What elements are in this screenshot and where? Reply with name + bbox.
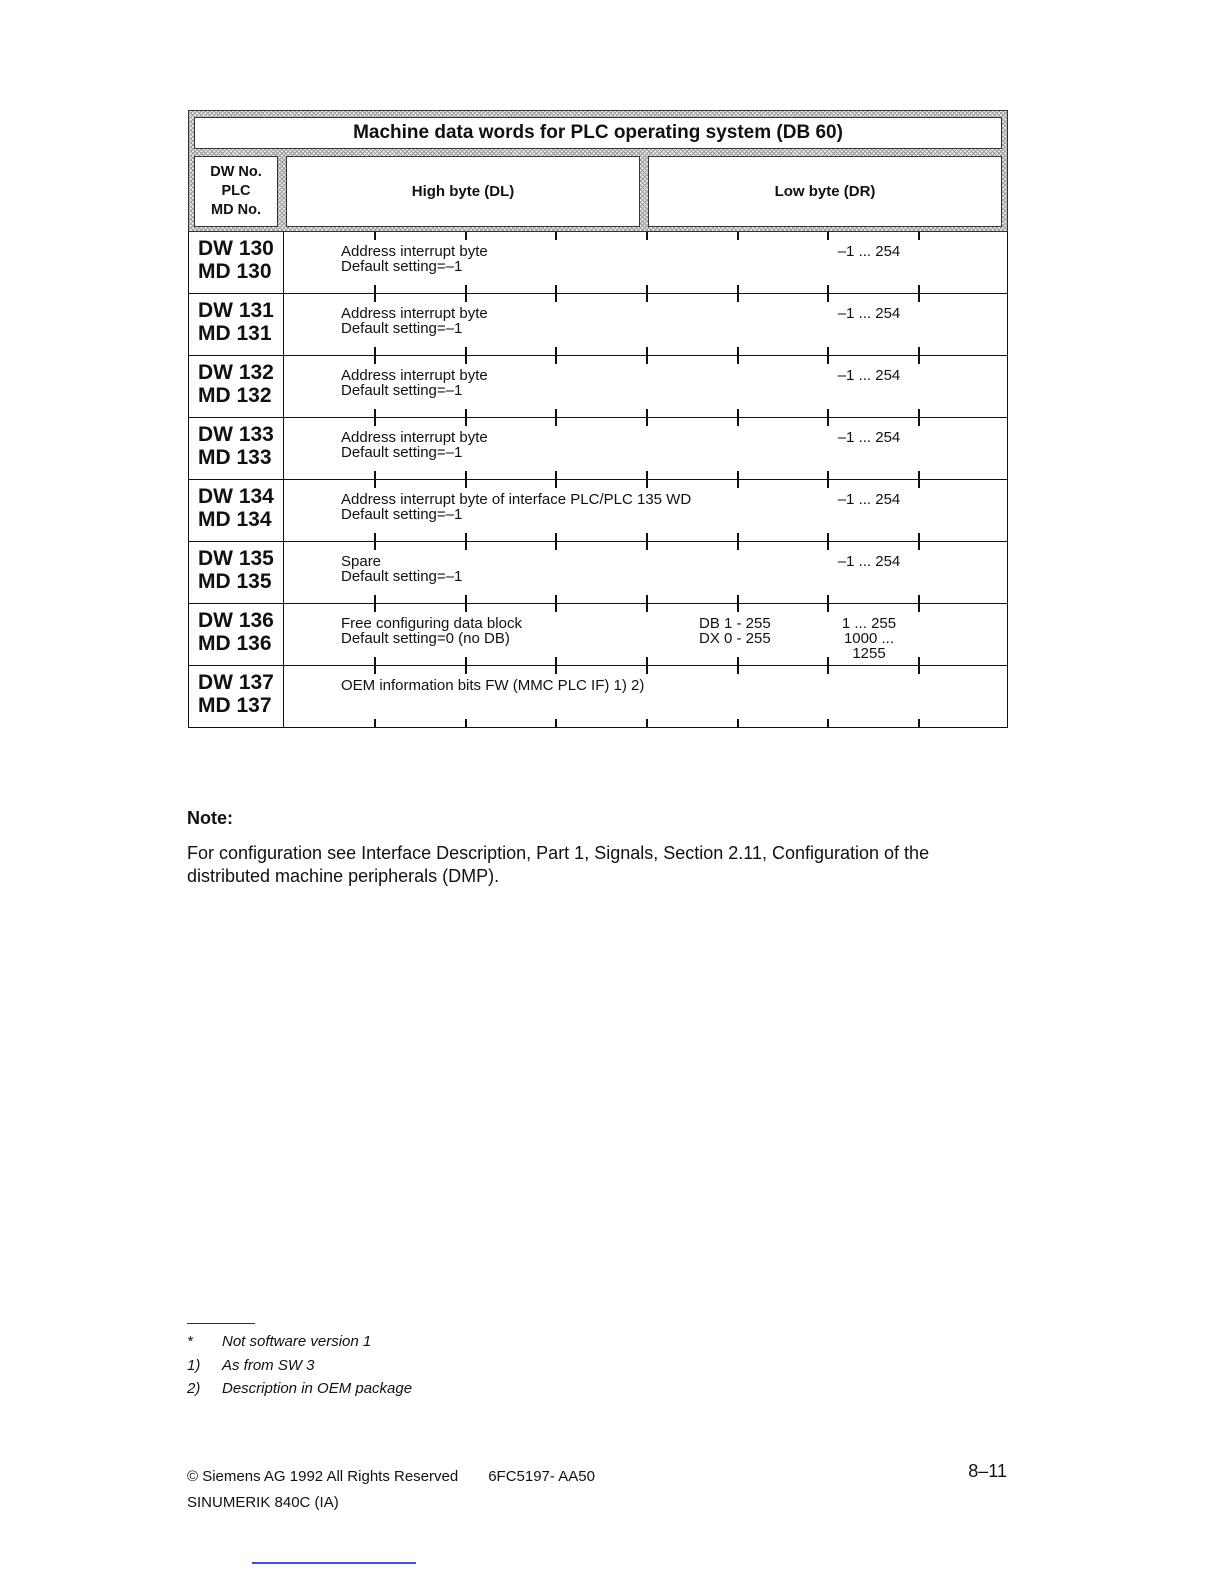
description-line: Spare: [341, 553, 382, 570]
row-value-range: [829, 368, 909, 383]
dw-number: DW 135: [198, 547, 274, 570]
dw-number: DW 133: [198, 423, 274, 446]
default-setting: Default setting=–1: [341, 258, 463, 275]
table-body: [188, 232, 1008, 728]
footer-order-number: 6FC5197- AA50: [488, 1468, 595, 1485]
row-description: [341, 306, 488, 336]
bit-tick: [646, 595, 648, 603]
bit-tick: [827, 356, 829, 364]
md-number: MD 132: [198, 384, 272, 407]
bit-tick: [465, 409, 467, 417]
bit-tick: [465, 666, 467, 674]
bit-tick: [737, 232, 739, 240]
bit-tick: [646, 533, 648, 541]
row-value-range: [829, 616, 909, 661]
bit-tick: [918, 409, 920, 417]
md-number: MD 133: [198, 446, 272, 469]
description-line: Free configuring data block: [341, 615, 522, 632]
description-line: Address interrupt byte: [341, 243, 488, 260]
row-label: [189, 604, 284, 665]
bit-tick: [646, 657, 648, 665]
row-label: [189, 356, 284, 417]
bit-tick: [555, 418, 557, 426]
bit-tick: [374, 418, 376, 426]
header-dw-line: PLC: [221, 183, 251, 199]
bit-tick: [918, 604, 920, 612]
machine-data-table: [188, 110, 1008, 728]
footnotes: [187, 1330, 412, 1401]
header-dw-line: MD No.: [211, 202, 261, 218]
default-setting: Default setting=–1: [341, 382, 463, 399]
bit-tick: [918, 657, 920, 665]
bit-tick: [646, 471, 648, 479]
bit-tick: [374, 719, 376, 727]
row-value-range: [829, 244, 909, 259]
value-range-line: –1 ... 254: [837, 243, 901, 260]
bit-tick: [374, 471, 376, 479]
bit-tick: [374, 232, 376, 240]
bit-tick: [918, 595, 920, 603]
md-number: MD 131: [198, 322, 272, 345]
bit-tick: [465, 232, 467, 240]
bit-tick: [646, 418, 648, 426]
header-high-byte: High byte (DL): [286, 156, 640, 227]
bit-tick: [555, 666, 557, 674]
row-description: [341, 368, 488, 398]
bit-tick: [646, 666, 648, 674]
bit-tick: [827, 666, 829, 674]
bit-tick: [827, 409, 829, 417]
bit-tick: [555, 657, 557, 665]
dw-number: DW 132: [198, 361, 274, 384]
value-range-line: –1 ... 254: [837, 305, 901, 322]
bit-tick: [918, 542, 920, 550]
dw-number: DW 131: [198, 299, 274, 322]
row-description: [341, 616, 522, 646]
bit-tick: [555, 480, 557, 488]
value-range-line: 1000 ... 1255: [843, 630, 895, 662]
default-setting: Default setting=–1: [341, 568, 463, 585]
bit-tick: [465, 595, 467, 603]
header-low-byte: Low byte (DR): [648, 156, 1002, 227]
bit-tick: [918, 480, 920, 488]
bit-tick: [737, 347, 739, 355]
table-row: [188, 294, 1008, 356]
bit-tick: [465, 604, 467, 612]
bit-tick: [555, 356, 557, 364]
bit-tick: [737, 533, 739, 541]
bit-tick: [827, 657, 829, 665]
value-range-line: –1 ... 254: [837, 553, 901, 570]
md-number: MD 137: [198, 694, 272, 717]
bit-tick: [737, 657, 739, 665]
bit-tick: [374, 347, 376, 355]
table-row: [188, 480, 1008, 542]
bit-tick: [737, 294, 739, 302]
bit-tick: [737, 604, 739, 612]
bit-tick: [827, 418, 829, 426]
bit-tick: [737, 595, 739, 603]
md-number: MD 135: [198, 570, 272, 593]
bit-tick: [918, 294, 920, 302]
value-range-line: –1 ... 254: [837, 429, 901, 446]
note-title: Note:: [187, 808, 233, 828]
footnote-text: Not software version 1: [222, 1333, 372, 1350]
description-line: Address interrupt byte of interface PLC/PLC 135 WD: [341, 491, 692, 508]
bit-tick: [374, 604, 376, 612]
bit-tick: [646, 285, 648, 293]
bit-tick: [646, 604, 648, 612]
value-range-line: 1 ... 255: [841, 615, 897, 632]
bit-tick: [465, 719, 467, 727]
bit-tick: [827, 480, 829, 488]
bit-tick: [646, 232, 648, 240]
bit-tick: [465, 418, 467, 426]
bit-tick: [374, 542, 376, 550]
dw-number: DW 137: [198, 671, 274, 694]
bit-tick: [827, 595, 829, 603]
description-line: Address interrupt byte: [341, 429, 488, 446]
bit-tick: [827, 471, 829, 479]
row-description: [341, 492, 691, 522]
bit-tick: [737, 480, 739, 488]
footnote-mark: 2): [187, 1380, 201, 1397]
bit-tick: [374, 657, 376, 665]
bit-tick: [555, 533, 557, 541]
bit-tick: [918, 347, 920, 355]
bit-tick: [737, 409, 739, 417]
table-row: [188, 542, 1008, 604]
bit-tick: [646, 542, 648, 550]
bit-tick: [918, 533, 920, 541]
row-label: [189, 480, 284, 541]
bit-tick: [827, 294, 829, 302]
bit-tick: [737, 542, 739, 550]
bit-tick: [918, 232, 920, 240]
row-description: [341, 678, 644, 693]
footer-product: SINUMERIK 840C (IA): [187, 1494, 339, 1511]
row-description: [341, 244, 488, 274]
footnote-mark: *: [187, 1333, 193, 1350]
footnote-text: As from SW 3: [222, 1356, 315, 1374]
footnote: [187, 1354, 412, 1378]
block-range-line: DX 0 - 255: [699, 630, 771, 647]
row-label: [189, 666, 284, 727]
bit-tick: [646, 294, 648, 302]
bit-tick: [465, 294, 467, 302]
bit-tick: [827, 285, 829, 293]
bit-tick: [555, 604, 557, 612]
header-dw-number: [194, 156, 278, 227]
bit-tick: [465, 480, 467, 488]
bit-tick: [827, 347, 829, 355]
bit-tick: [374, 409, 376, 417]
bottom-link-rule: [252, 1562, 416, 1564]
table-row: [188, 356, 1008, 418]
md-number: MD 134: [198, 508, 272, 531]
default-setting: Default setting=–1: [341, 320, 463, 337]
footnote-mark: 1): [187, 1356, 201, 1374]
bit-tick: [737, 285, 739, 293]
bit-tick: [465, 356, 467, 364]
bit-tick: [827, 604, 829, 612]
bit-tick: [646, 347, 648, 355]
bit-tick: [555, 719, 557, 727]
bit-tick: [737, 356, 739, 364]
bit-tick: [918, 666, 920, 674]
row-description: [341, 430, 488, 460]
bit-tick: [646, 409, 648, 417]
table-header: [188, 110, 1008, 232]
value-range-line: –1 ... 254: [837, 367, 901, 384]
footnote: [187, 1330, 412, 1354]
table-row: [188, 232, 1008, 294]
bit-tick: [374, 595, 376, 603]
bit-tick: [827, 542, 829, 550]
bit-tick: [465, 285, 467, 293]
md-number: MD 130: [198, 260, 272, 283]
bit-tick: [374, 294, 376, 302]
bit-tick: [555, 542, 557, 550]
bit-tick: [737, 418, 739, 426]
bit-tick: [374, 666, 376, 674]
bit-tick: [646, 480, 648, 488]
table-row: [188, 418, 1008, 480]
default-setting: Default setting=–1: [341, 444, 463, 461]
bit-tick: [827, 719, 829, 727]
bit-tick: [555, 232, 557, 240]
bit-tick: [918, 356, 920, 364]
table-title: Machine data words for PLC operating system (DB 60): [194, 117, 1002, 149]
md-number: MD 136: [198, 632, 272, 655]
row-value-range: [829, 492, 909, 507]
footnote-text: Description in OEM package: [222, 1380, 413, 1397]
bit-tick: [737, 719, 739, 727]
header-dw-line: DW No.: [210, 164, 262, 180]
description-line: Address interrupt byte: [341, 367, 488, 384]
bit-tick: [374, 285, 376, 293]
page-number: 8–11: [968, 1461, 1007, 1481]
row-label: [189, 294, 284, 355]
bit-tick: [555, 294, 557, 302]
bit-tick: [646, 356, 648, 364]
dw-number: DW 136: [198, 609, 274, 632]
bit-tick: [918, 285, 920, 293]
bit-tick: [555, 471, 557, 479]
bit-tick: [374, 356, 376, 364]
bit-tick: [646, 719, 648, 727]
table-row: [188, 666, 1008, 728]
value-range-line: –1 ... 254: [837, 491, 901, 508]
default-setting: Default setting=0 (no DB): [341, 630, 510, 647]
description-line: Address interrupt byte: [341, 305, 488, 322]
footer-copyright: © Siemens AG 1992 All Rights Reserved: [187, 1468, 459, 1485]
bit-tick: [555, 285, 557, 293]
row-value-range: [829, 430, 909, 445]
bit-tick: [827, 232, 829, 240]
bit-tick: [918, 471, 920, 479]
bit-tick: [465, 347, 467, 355]
bit-tick: [465, 542, 467, 550]
footer: [187, 1464, 595, 1516]
bit-tick: [918, 719, 920, 727]
row-label: [189, 232, 284, 293]
bit-tick: [465, 533, 467, 541]
bit-tick: [374, 533, 376, 541]
bit-tick: [918, 418, 920, 426]
bit-tick: [465, 471, 467, 479]
row-value-range: [829, 554, 909, 569]
row-label: [189, 542, 284, 603]
bit-tick: [555, 409, 557, 417]
table-row: [188, 604, 1008, 666]
block-range-line: DB 1 - 255: [699, 615, 771, 632]
row-description: [341, 554, 462, 584]
bit-tick: [827, 533, 829, 541]
note-text: For configuration see Interface Description, Part 1, Signals, Section 2.11, Configuration of the distributed machine peripherals (DMP).: [187, 843, 930, 886]
bit-tick: [737, 471, 739, 479]
row-value-range: [829, 306, 909, 321]
bit-tick: [465, 657, 467, 665]
row-block-range: [699, 616, 771, 646]
bit-tick: [555, 347, 557, 355]
footnote-divider: [187, 1323, 255, 1324]
dw-number: DW 130: [198, 237, 274, 260]
dw-number: DW 134: [198, 485, 274, 508]
description-line: OEM information bits FW (MMC PLC IF) 1) 2): [341, 677, 645, 694]
row-label: [189, 418, 284, 479]
footnote: [187, 1377, 412, 1401]
bit-tick: [374, 480, 376, 488]
default-setting: Default setting=–1: [341, 506, 463, 523]
bit-tick: [737, 666, 739, 674]
bit-tick: [555, 595, 557, 603]
